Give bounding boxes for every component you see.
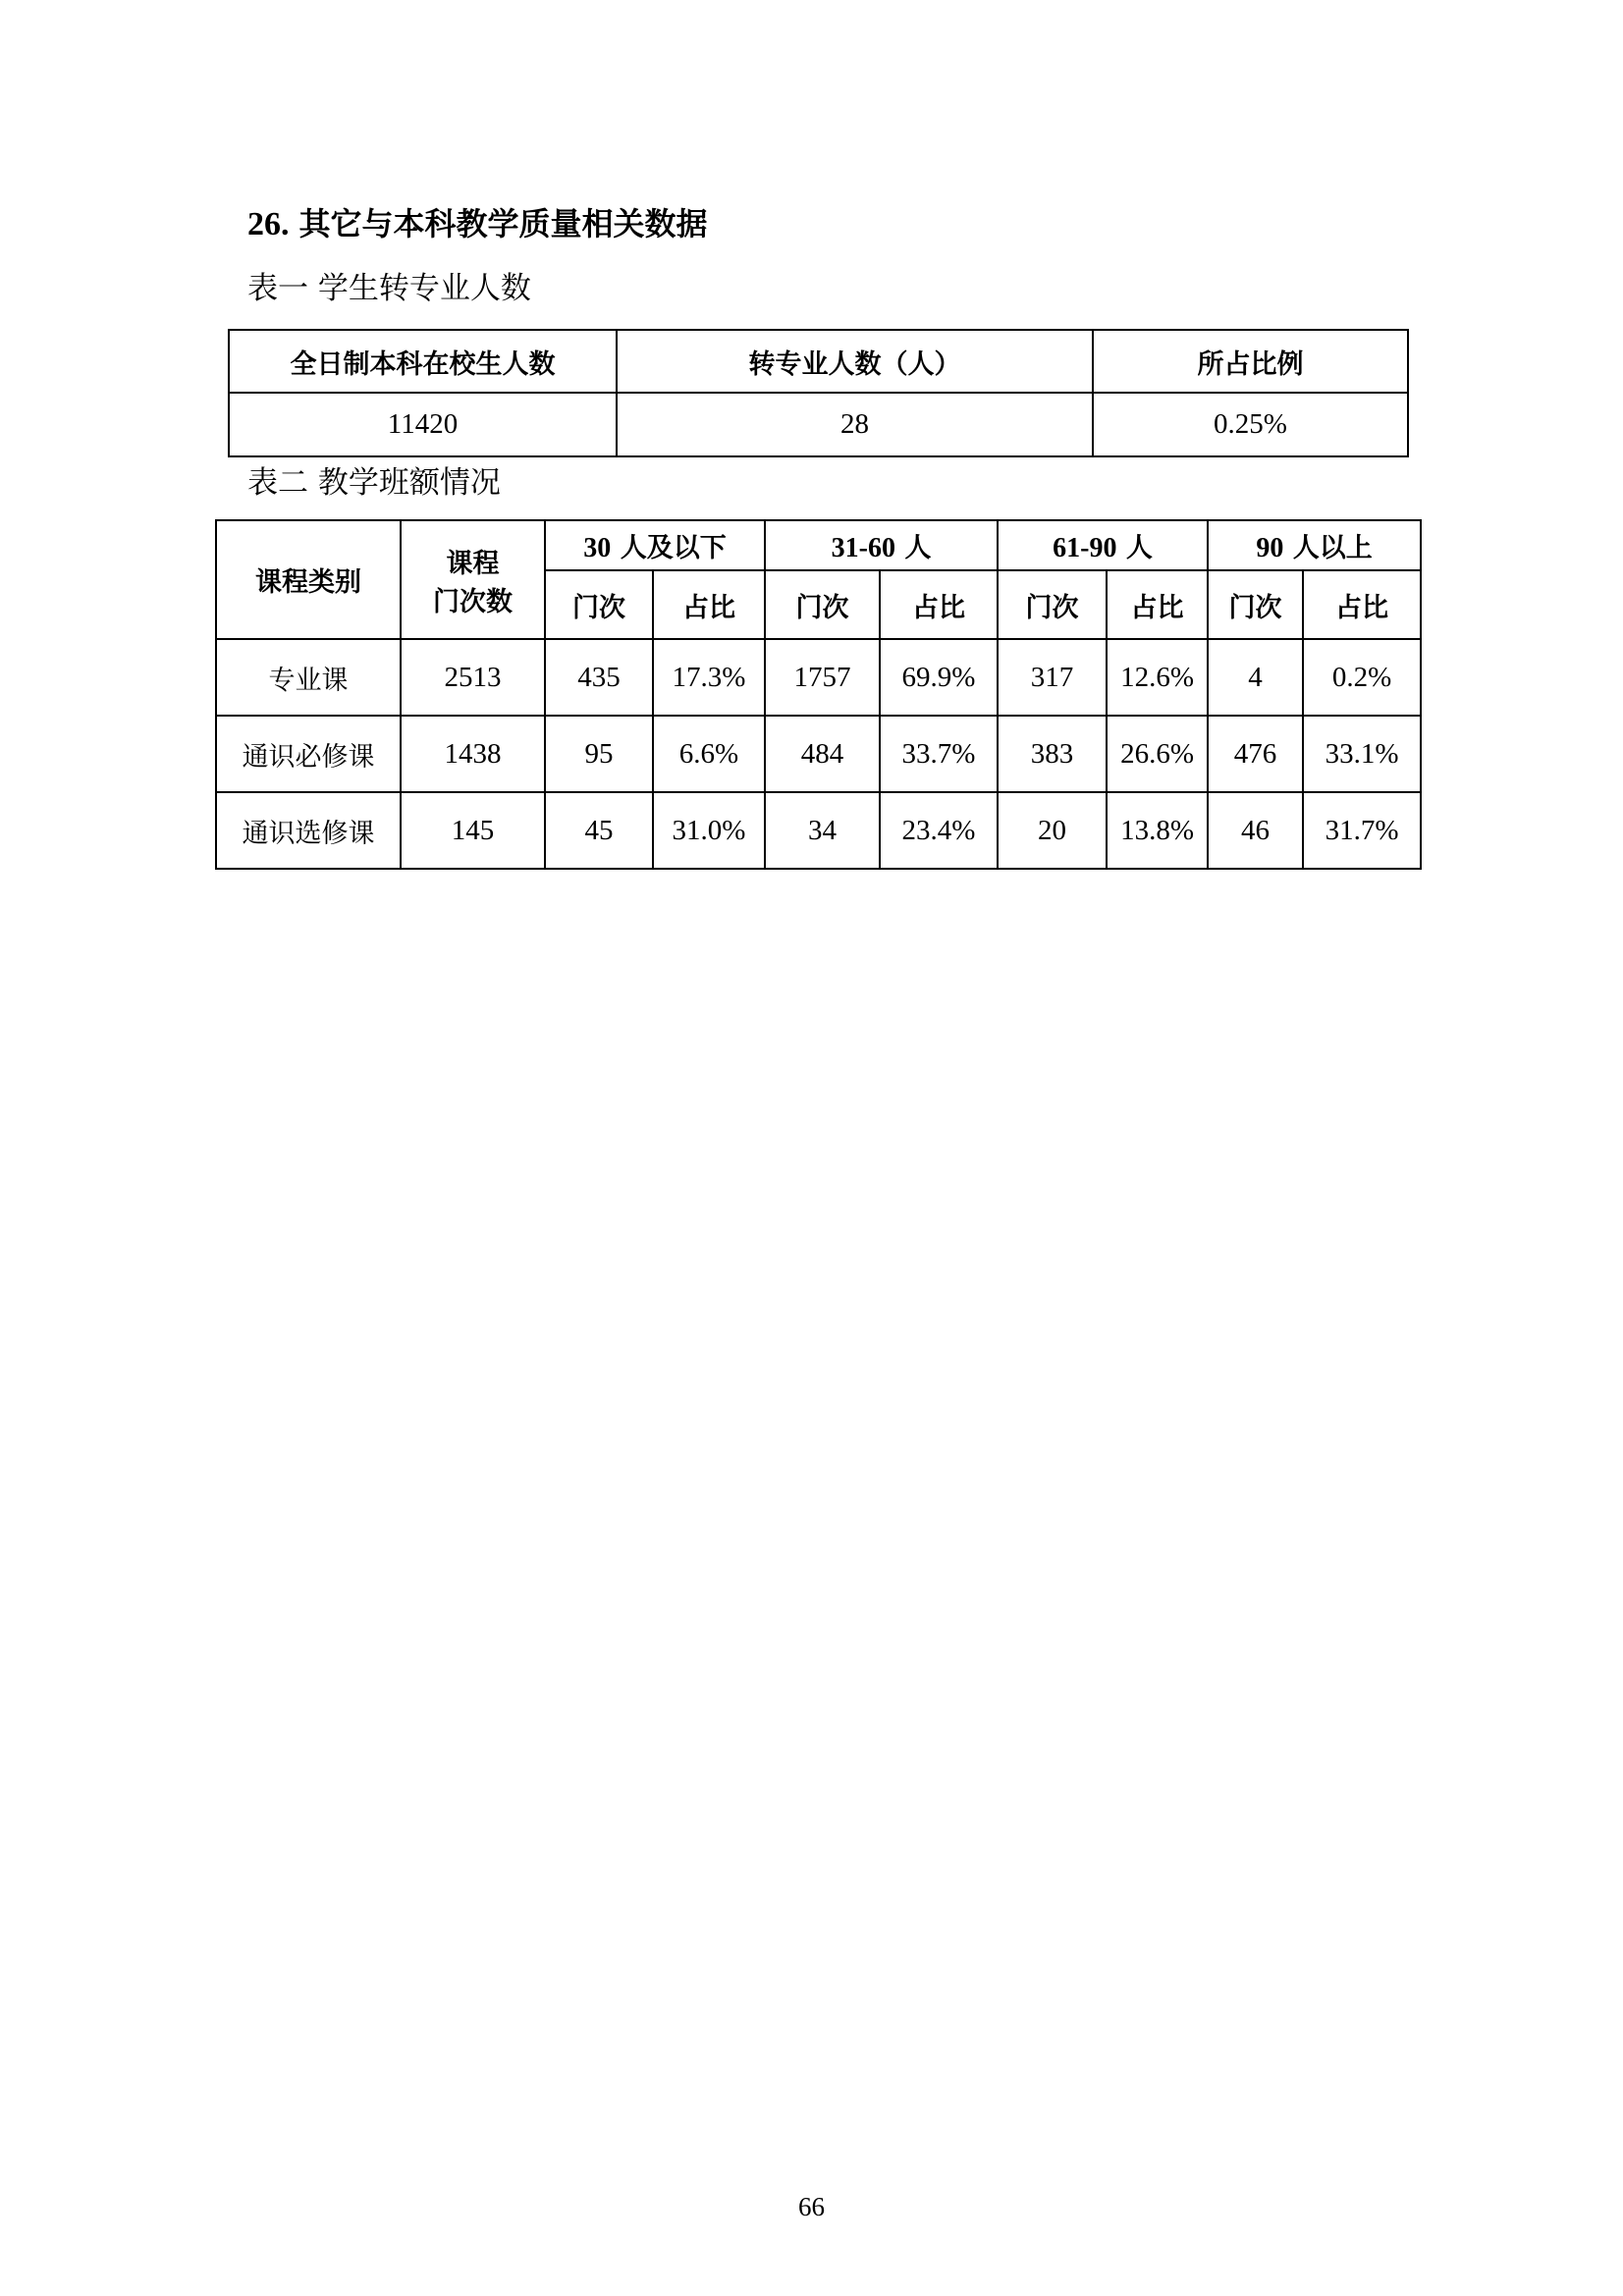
cell-transfer-count: 28 [617,393,1093,456]
cell-category: 通识选修课 [216,792,401,869]
page-number: 66 [798,2192,825,2221]
table-header-row [229,330,1408,393]
cell-value: 12.6% [1107,639,1208,716]
header-group-61-90: 61-90 人 [998,520,1208,570]
table-row [216,639,1421,716]
header-course-count [401,520,545,639]
subheader-count: 门次 [765,570,880,639]
header-category: 课程类别 [216,520,401,639]
cell-total: 145 [401,792,545,869]
subheader-ratio: 占比 [1303,570,1421,639]
cell-value: 6.6% [653,716,765,792]
section-title: 其它与本科教学质量相关数据 [298,205,708,242]
cell-value: 31.7% [1303,792,1421,869]
table-header-row [216,520,1421,570]
cell-value: 33.7% [880,716,998,792]
table-row [216,792,1421,869]
cell-value: 31.0% [653,792,765,869]
header-group-90-above: 90 人以上 [1208,520,1421,570]
cell-total: 2513 [401,639,545,716]
cell-value: 317 [998,639,1107,716]
subheader-ratio: 占比 [880,570,998,639]
cell-total-students: 11420 [229,393,617,456]
header-group-31-60: 31-60 人 [765,520,998,570]
header-ratio: 所占比例 [1093,330,1408,393]
subheader-ratio: 占比 [653,570,765,639]
section-number: 26. [247,206,290,242]
cell-category: 通识必修课 [216,716,401,792]
table-row [216,716,1421,792]
section-heading [247,199,708,244]
cell-value: 45 [545,792,653,869]
cell-value: 95 [545,716,653,792]
subheader-count: 门次 [1208,570,1303,639]
cell-value: 26.6% [1107,716,1208,792]
cell-total: 1438 [401,716,545,792]
cell-value: 1757 [765,639,880,716]
cell-value: 484 [765,716,880,792]
class-size-table [215,519,1422,870]
table2-caption: 表二 教学班额情况 [247,465,501,501]
header-course-count-line1: 课程 [446,548,500,579]
cell-value: 383 [998,716,1107,792]
cell-value: 23.4% [880,792,998,869]
cell-value: 435 [545,639,653,716]
header-total-students: 全日制本科在校生人数 [229,330,617,393]
cell-value: 69.9% [880,639,998,716]
cell-value: 20 [998,792,1107,869]
header-transfer-count: 转专业人数（人） [617,330,1093,393]
cell-value: 17.3% [653,639,765,716]
subheader-count: 门次 [998,570,1107,639]
header-course-count-line2: 门次数 [433,586,513,617]
cell-value: 476 [1208,716,1303,792]
table1-caption: 表一 学生转专业人数 [247,271,531,306]
cell-value: 34 [765,792,880,869]
cell-value: 33.1% [1303,716,1421,792]
transfer-major-table [228,329,1409,457]
table-row [229,393,1408,456]
cell-ratio: 0.25% [1093,393,1408,456]
header-group-30-below: 30 人及以下 [545,520,765,570]
subheader-ratio: 占比 [1107,570,1208,639]
cell-value: 0.2% [1303,639,1421,716]
cell-category: 专业课 [216,639,401,716]
cell-value: 13.8% [1107,792,1208,869]
cell-value: 4 [1208,639,1303,716]
subheader-count: 门次 [545,570,653,639]
cell-value: 46 [1208,792,1303,869]
